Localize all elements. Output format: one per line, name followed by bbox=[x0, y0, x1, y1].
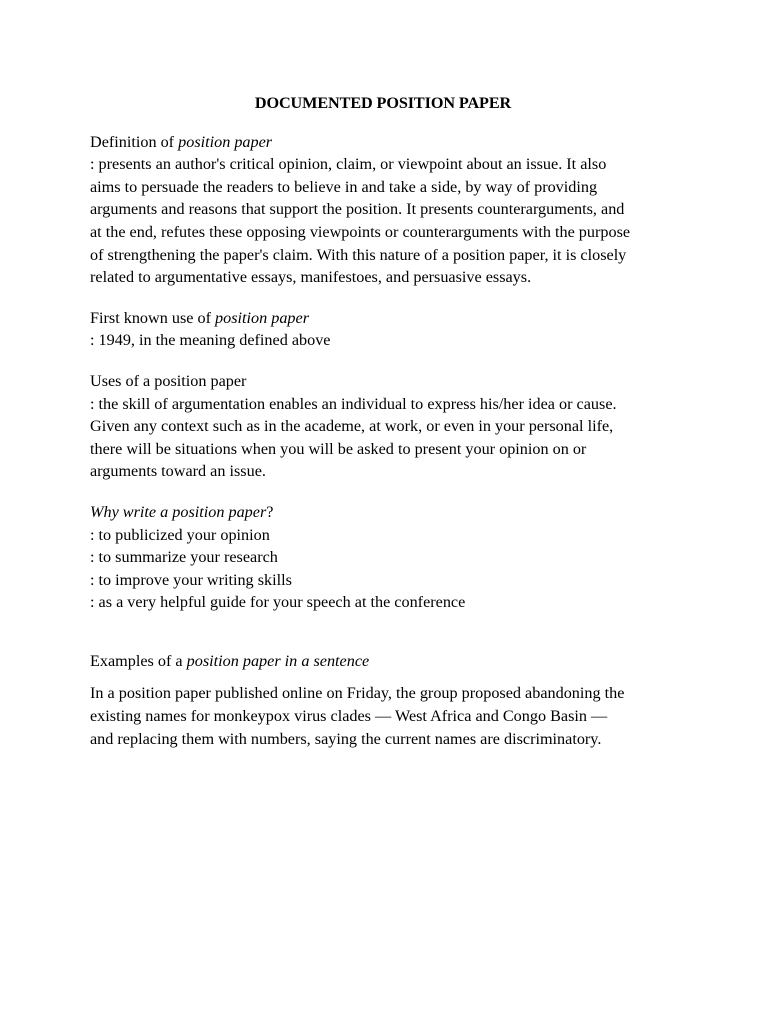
definition-line: at the end, refutes these opposing viewpoints or counterarguments with the purpose bbox=[90, 222, 631, 241]
uses-heading: Uses of a position paper bbox=[90, 371, 247, 390]
definition-line: of strengthening the paper's claim. With this nature of a position paper, it is closely bbox=[90, 245, 627, 264]
definition-heading-text: Definition of bbox=[90, 132, 179, 151]
uses-line: Given any context such as in the academe, at work, or even in your personal life, bbox=[90, 417, 614, 436]
document-title: DOCUMENTED POSITION PAPER bbox=[254, 94, 512, 112]
why-list-item: : to summarize your research bbox=[90, 548, 278, 567]
uses-line: : the skill of argumentation enables an individual to express his/her idea or cause. bbox=[90, 394, 617, 413]
examples-heading-term: position paper in a sentence bbox=[186, 651, 370, 670]
first-use-heading bbox=[90, 307, 690, 330]
example-line: In a position paper published online on Friday, the group proposed abandoning the bbox=[90, 684, 625, 703]
definition-line: related to argumentative essays, manifestoes, and persuasive essays. bbox=[90, 268, 532, 287]
definition-heading-term: position paper bbox=[178, 132, 273, 151]
definition-heading bbox=[90, 131, 690, 154]
definition-line: aims to persuade the readers to believe in and take a side, by way of providing bbox=[90, 177, 598, 196]
document-page bbox=[90, 92, 690, 768]
why-list-item: : as a very helpful guide for your speech at the conference bbox=[90, 593, 466, 612]
definition-line: arguments and reasons that support the position. It presents counterarguments, and bbox=[90, 200, 625, 219]
why-heading-term: Why write a position paper bbox=[90, 502, 267, 521]
examples-heading-text: Examples of a bbox=[90, 651, 187, 670]
first-use-line: : 1949, in the meaning defined above bbox=[90, 331, 331, 350]
why-heading bbox=[90, 501, 690, 524]
why-heading-mark: ? bbox=[266, 502, 274, 521]
examples-heading bbox=[90, 650, 690, 673]
uses-line: arguments toward an issue. bbox=[90, 462, 266, 481]
definition-line: : presents an author's critical opinion, claim, or viewpoint about an issue. It also bbox=[90, 155, 607, 174]
examples-section bbox=[90, 650, 690, 750]
why-list-item: : to publicized your opinion bbox=[90, 525, 270, 544]
uses-line: there will be situations when you will be asked to present your opinion on or bbox=[90, 439, 587, 458]
first-use-heading-term: position paper bbox=[215, 308, 309, 327]
example-line: and replacing them with numbers, saying the current names are discriminatory. bbox=[90, 729, 602, 748]
why-section bbox=[90, 501, 690, 614]
first-use-heading-text: First known use of bbox=[90, 308, 216, 327]
example-line: existing names for monkeypox virus clades — West Africa and Congo Basin — bbox=[90, 707, 608, 726]
uses-section bbox=[90, 370, 690, 483]
definition-section bbox=[90, 131, 690, 289]
first-use-section bbox=[90, 307, 690, 352]
why-list-item: : to improve your writing skills bbox=[90, 570, 292, 589]
